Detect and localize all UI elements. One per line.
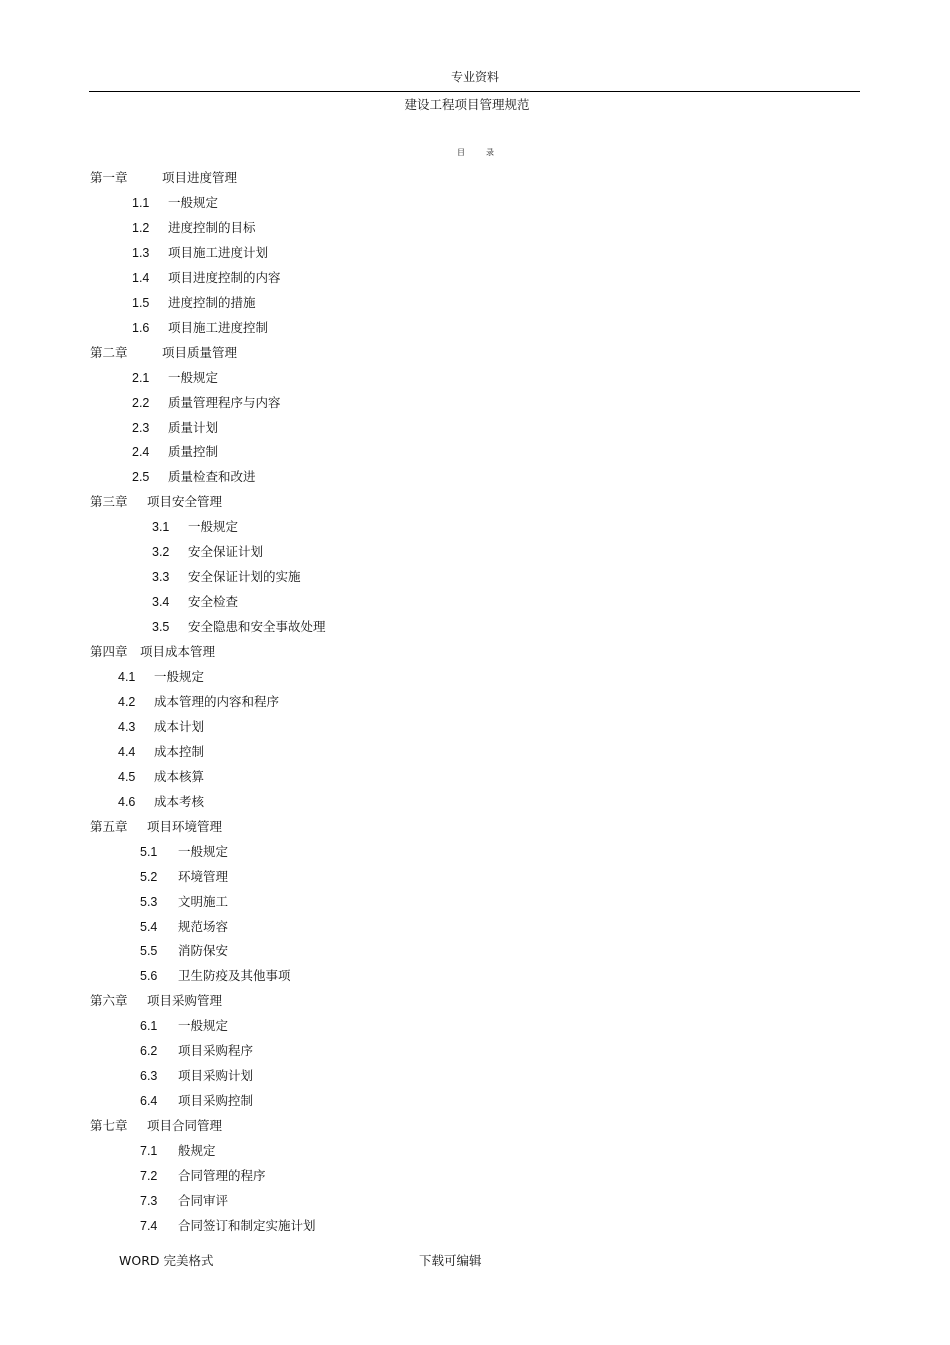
section-title: 消防保安 <box>178 943 229 959</box>
section-title: 成本考核 <box>154 793 205 809</box>
section-number: 1.6 <box>132 320 150 335</box>
section-title: 项目采购计划 <box>178 1068 254 1084</box>
section-title: 卫生防疫及其他事项 <box>178 968 291 984</box>
section-number: 4.3 <box>118 719 136 734</box>
section-title: 一般规定 <box>168 369 219 385</box>
section-number: 4.5 <box>118 769 136 784</box>
section-number: 3.4 <box>152 595 170 610</box>
section-title: 项目采购程序 <box>178 1043 254 1059</box>
section-number: 6.4 <box>140 1094 158 1109</box>
section-title: 安全保证计划的实施 <box>188 569 301 585</box>
section-number: 5.6 <box>140 969 158 984</box>
header-rule <box>89 91 860 92</box>
section-number: 4.6 <box>118 794 136 809</box>
section-title: 质量控制 <box>168 444 219 460</box>
section-number: 2.1 <box>132 370 150 385</box>
document-title: 建设工程项目管理规范 <box>404 97 530 112</box>
section-number: 6.1 <box>140 1019 158 1034</box>
section-title: 项目采购控制 <box>178 1093 254 1109</box>
section-number: 6.3 <box>140 1069 158 1084</box>
section-title: 项目进度控制的内容 <box>168 269 281 285</box>
section-number: 1.2 <box>132 220 150 235</box>
chapter-label: 第五章 <box>90 818 128 834</box>
section-number: 4.2 <box>118 694 136 709</box>
section-number: 3.5 <box>152 620 170 635</box>
section-title: 成本核算 <box>154 768 205 784</box>
page-header: 专业资料 <box>450 70 499 84</box>
section-number: 3.3 <box>152 570 170 585</box>
section-number: 3.2 <box>152 545 170 560</box>
section-number: 1.4 <box>132 270 150 285</box>
chapter-label: 第七章 <box>90 1118 128 1134</box>
section-title: 质量计划 <box>168 419 219 435</box>
section-title: 环境管理 <box>178 868 229 884</box>
section-title: 规范场容 <box>178 918 229 934</box>
footer-right: 下载可编辑 <box>419 1253 482 1268</box>
section-title: 文明施工 <box>178 893 229 909</box>
section-number: 2.3 <box>132 420 150 435</box>
chapter-label: 第四章 <box>90 644 128 660</box>
section-number: 1.5 <box>132 295 150 310</box>
section-number: 2.4 <box>132 445 150 460</box>
section-title: 安全隐患和安全事故处理 <box>188 619 326 635</box>
section-number: 5.5 <box>140 944 158 959</box>
toc-heading-right: 录 <box>486 148 494 157</box>
chapter-label: 第一章 <box>90 170 128 185</box>
section-title: 一般规定 <box>178 843 229 859</box>
section-number: 7.1 <box>140 1144 158 1159</box>
section-number: 4.1 <box>118 670 136 684</box>
section-title: 合同审评 <box>178 1192 229 1208</box>
chapter-title: 项目质量管理 <box>162 344 238 360</box>
section-title: 一般规定 <box>168 194 219 210</box>
section-title: 成本计划 <box>154 718 205 734</box>
section-title: 进度控制的目标 <box>168 219 256 235</box>
section-title: 成本管理的内容和程序 <box>154 693 280 709</box>
section-title: 成本控制 <box>154 743 205 759</box>
section-title: 进度控制的措施 <box>168 294 256 310</box>
section-number: 7.3 <box>140 1193 158 1208</box>
section-title: 项目施工进度控制 <box>168 319 269 335</box>
section-title: 质量检查和改进 <box>168 469 256 485</box>
section-number: 4.4 <box>118 744 136 759</box>
chapter-title: 项目进度管理 <box>162 170 238 185</box>
section-number: 6.2 <box>140 1044 158 1059</box>
chapter-label: 第六章 <box>90 993 128 1009</box>
section-number: 5.2 <box>140 869 158 884</box>
chapter-title: 项目采购管理 <box>147 993 223 1009</box>
section-number: 7.2 <box>140 1169 158 1183</box>
footer-left: WORD 完美格式 <box>119 1253 214 1268</box>
section-number: 1.3 <box>132 245 150 260</box>
section-number: 7.4 <box>140 1218 158 1233</box>
chapter-title: 项目环境管理 <box>147 818 223 834</box>
section-number: 3.1 <box>152 520 170 535</box>
section-number: 2.2 <box>132 395 150 410</box>
section-number: 1.1 <box>132 195 150 210</box>
section-title: 一般规定 <box>178 1018 229 1034</box>
chapter-label: 第二章 <box>90 344 128 360</box>
toc-heading-left: 目 <box>457 148 465 157</box>
section-title: 合同管理的程序 <box>178 1168 266 1183</box>
section-number: 5.1 <box>140 844 158 859</box>
section-title: 一般规定 <box>188 519 239 535</box>
section-number: 2.5 <box>132 470 150 485</box>
section-title: 合同签订和制定实施计划 <box>178 1217 316 1233</box>
section-title: 安全检查 <box>188 594 239 610</box>
section-title: 质量管理程序与内容 <box>168 394 281 410</box>
chapter-title: 项目成本管理 <box>140 644 216 660</box>
chapter-label: 第三章 <box>90 494 128 510</box>
section-title: 般规定 <box>178 1143 216 1159</box>
section-number: 5.4 <box>140 919 158 934</box>
section-title: 一般规定 <box>154 669 205 684</box>
section-number: 5.3 <box>140 894 158 909</box>
section-title: 项目施工进度计划 <box>168 244 269 260</box>
section-title: 安全保证计划 <box>188 544 264 560</box>
chapter-title: 项目安全管理 <box>147 494 223 510</box>
chapter-title: 项目合同管理 <box>147 1118 223 1134</box>
